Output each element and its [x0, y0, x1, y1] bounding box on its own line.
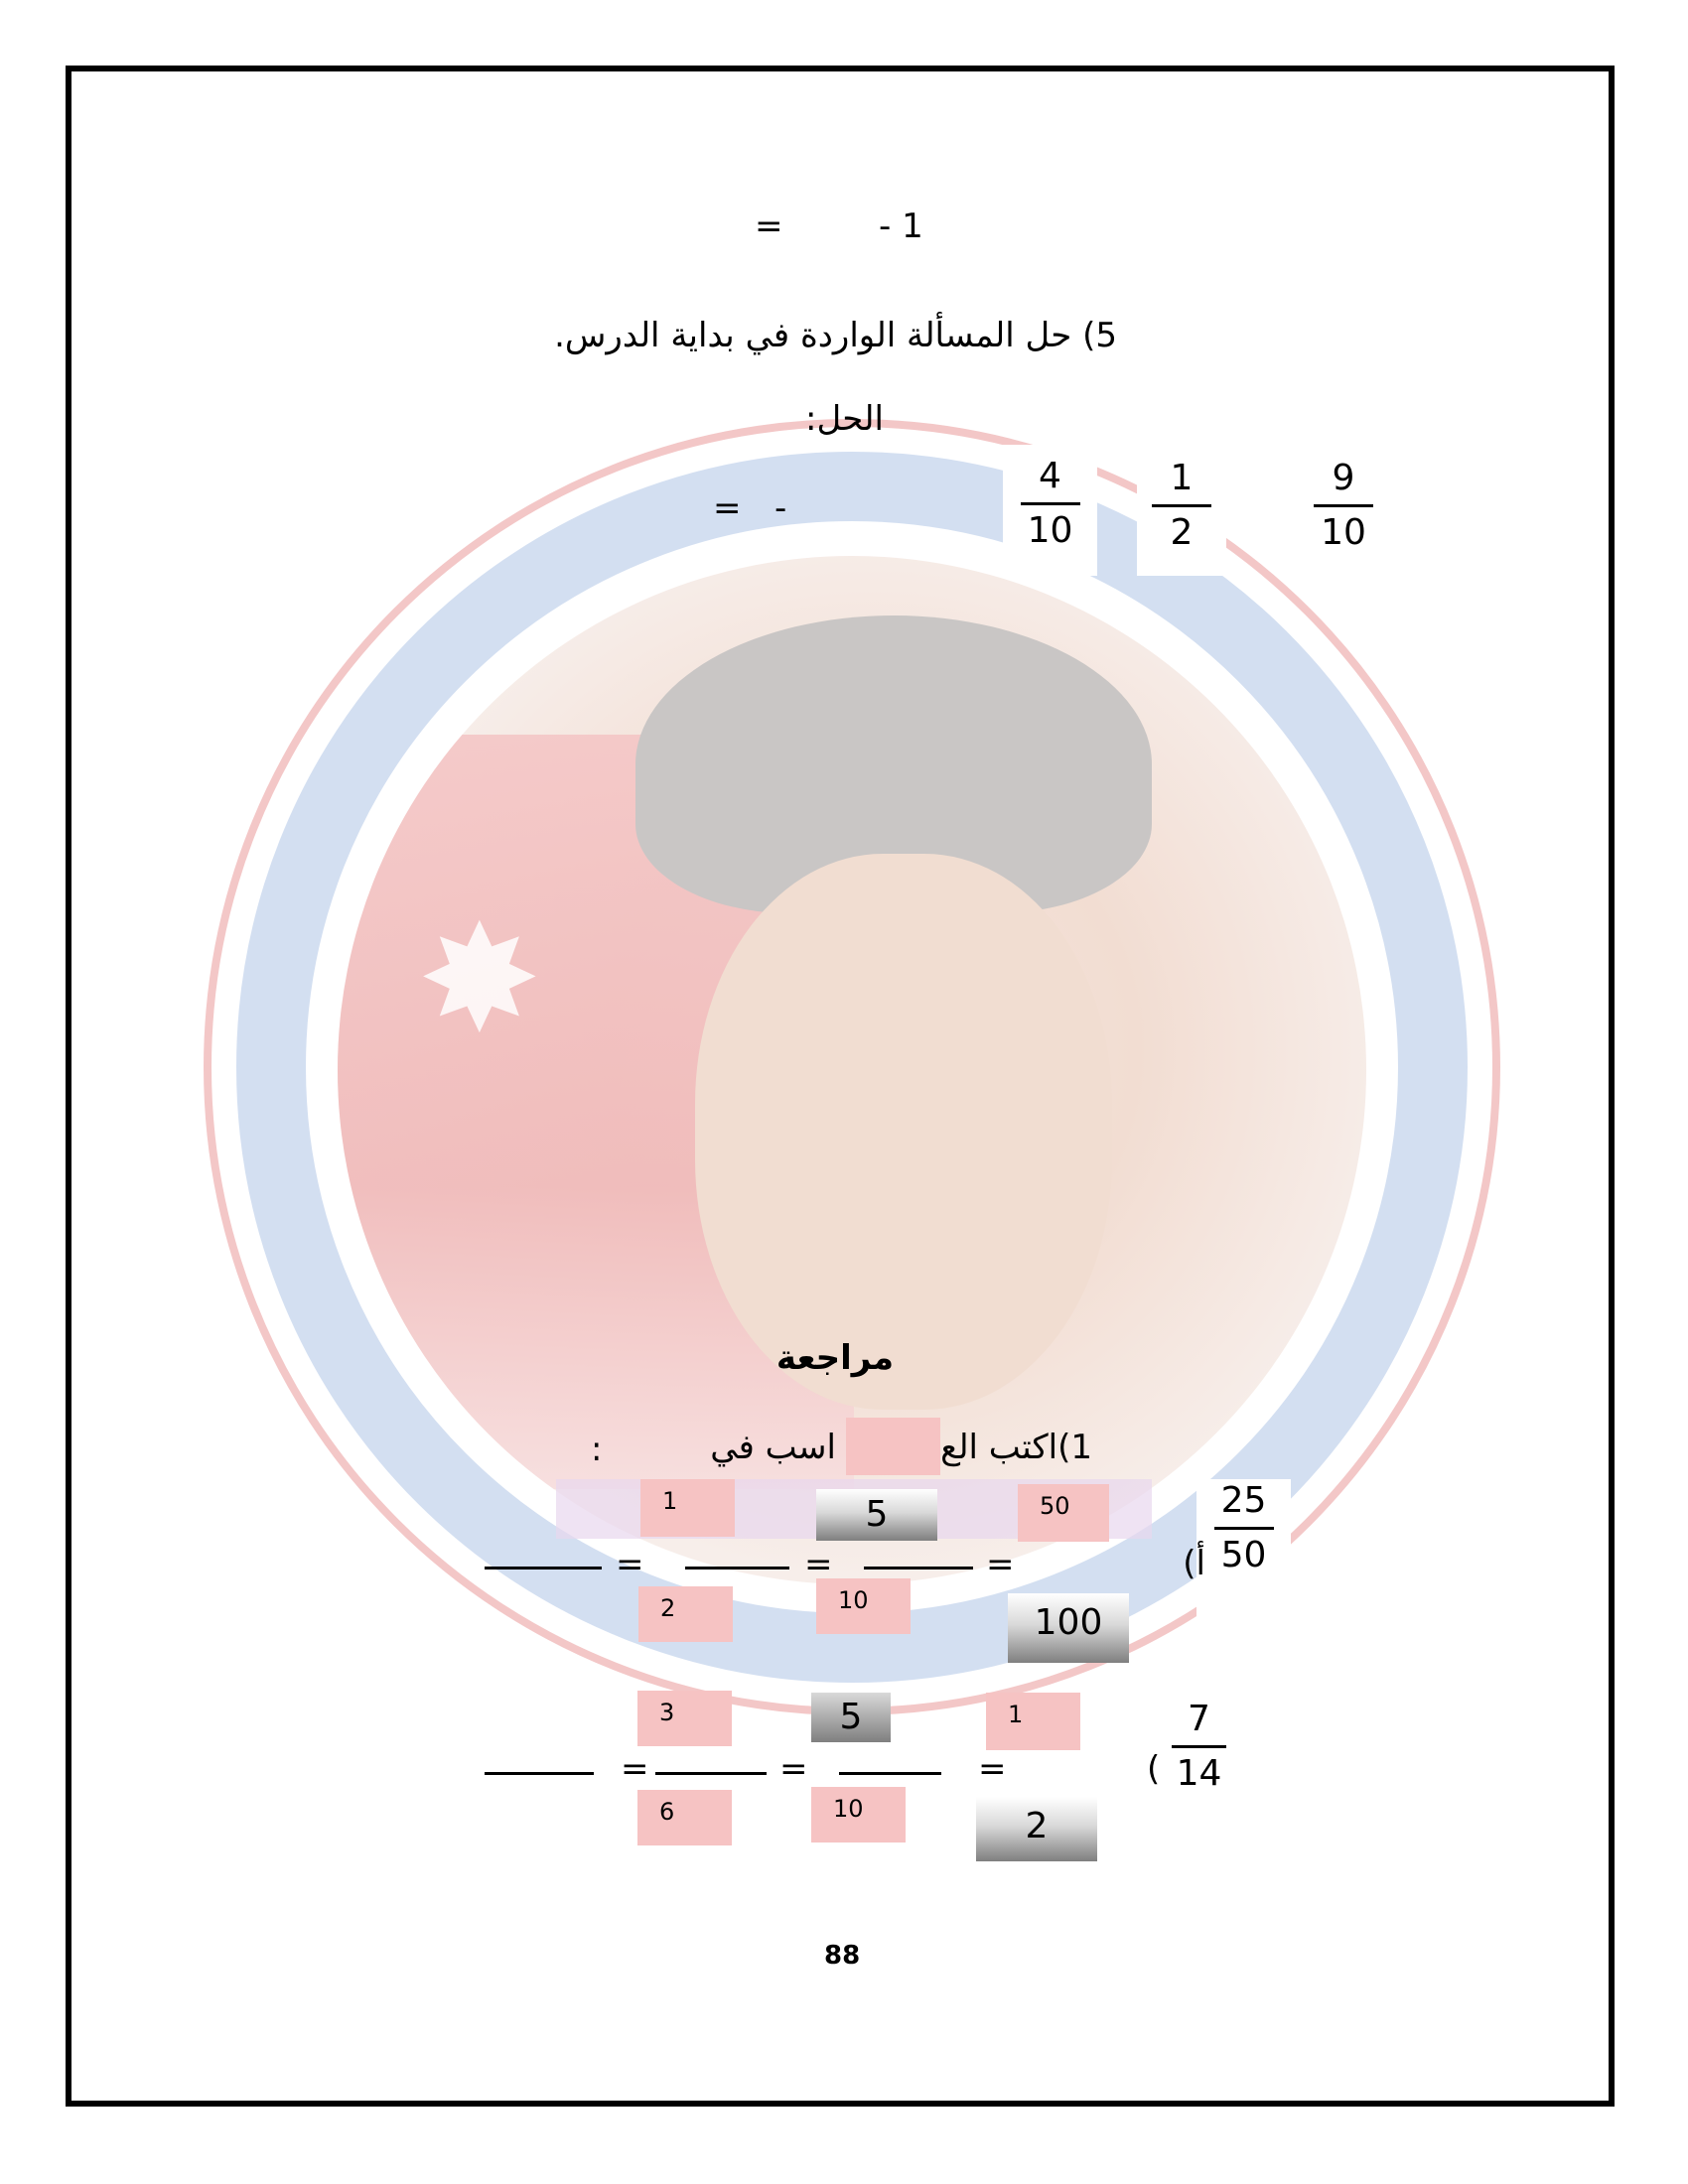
solution-minus: -: [774, 488, 787, 528]
row-a-box-10: 10: [816, 1578, 911, 1634]
fraction-denominator: 50: [1220, 1535, 1267, 1575]
top-minus-one: - 1: [879, 206, 923, 246]
fraction-denominator: 10: [1027, 510, 1073, 551]
fraction-bar: [1172, 1745, 1226, 1748]
fraction-denominator: 2: [1170, 512, 1194, 553]
row-b-equals-1: =: [978, 1749, 1007, 1789]
fraction-one-half: [1137, 457, 1226, 576]
fraction-numerator: 7: [1188, 1699, 1210, 1739]
row-a-equals-1: =: [986, 1545, 1015, 1584]
solution-equals: =: [713, 488, 742, 528]
row-b-blank-1: [839, 1772, 941, 1775]
row-a-box-2: 2: [638, 1586, 733, 1642]
row-b-equals-2: =: [779, 1749, 808, 1789]
row-a-blank-1: [864, 1567, 973, 1570]
fraction-25-50: [1196, 1479, 1291, 1618]
fraction-7-14: [1162, 1698, 1236, 1837]
row-b-box-5: 5: [811, 1693, 891, 1742]
fraction-numerator: 4: [1039, 456, 1061, 496]
row-a-box-5: 5: [816, 1489, 937, 1541]
row-a-blank-3: [485, 1567, 602, 1570]
row-a-equals-3: =: [616, 1545, 644, 1584]
fraction-bar: [1021, 502, 1080, 505]
row-b-box-1: 1: [986, 1693, 1080, 1750]
review-q1-colon: :: [591, 1430, 603, 1469]
row-b-box-2: 2: [976, 1797, 1097, 1861]
fraction-denominator: 14: [1176, 1753, 1222, 1794]
row-b-label: (: [1147, 1749, 1161, 1789]
fraction-nine-tenths: [1304, 457, 1383, 555]
row-b-equals-3: =: [621, 1749, 649, 1789]
fraction-numerator: 9: [1332, 458, 1355, 498]
row-a-equals-2: =: [804, 1545, 833, 1584]
watermark-star-icon: ✸: [417, 893, 542, 1066]
fraction-numerator: 25: [1220, 1480, 1267, 1521]
question-5-text: 5) حل المسألة الواردة في بداية الدرس.: [554, 316, 1117, 355]
fraction-bar: [1214, 1527, 1274, 1530]
review-q1-text-left: اسب في: [710, 1428, 836, 1467]
fraction-bar: [1152, 504, 1211, 507]
review-title: مراجعة: [775, 1338, 894, 1378]
row-b-box-6: 6: [637, 1790, 732, 1845]
review-q1-text-right: 1)اكتب الع: [940, 1428, 1092, 1467]
row-a-box-1: 1: [640, 1479, 735, 1537]
row-b-box-3: 3: [637, 1691, 732, 1746]
review-q1-highlight: [846, 1418, 940, 1475]
solution-label: الحل:: [805, 399, 884, 439]
fraction-numerator: 1: [1170, 458, 1194, 498]
page-number: 88: [824, 1941, 861, 1971]
row-b-box-10: 10: [811, 1787, 906, 1843]
row-b-blank-2: [655, 1772, 767, 1775]
row-a-blank-2: [685, 1567, 789, 1570]
fraction-denominator: 10: [1321, 512, 1366, 553]
fraction-bar: [1314, 504, 1373, 507]
fraction-four-tenths: [1003, 445, 1097, 576]
row-a-label: أ): [1183, 1544, 1205, 1583]
row-b-blank-3: [485, 1772, 594, 1775]
top-equals: =: [755, 206, 783, 246]
row-a-box-50: 50: [1018, 1484, 1109, 1542]
row-a-box-100: 100: [1008, 1593, 1129, 1663]
